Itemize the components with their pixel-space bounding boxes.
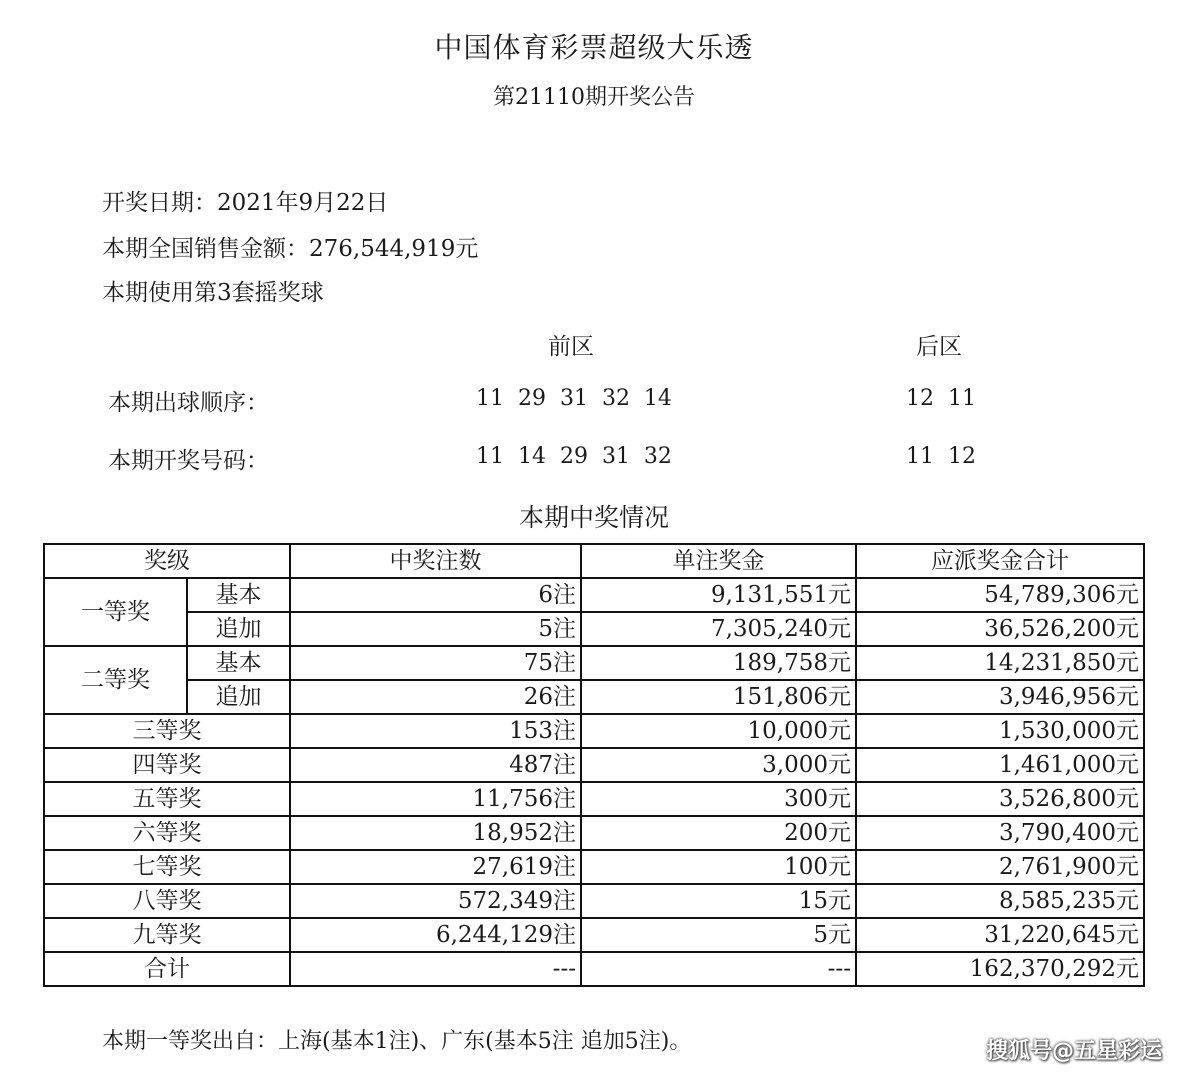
total-cell: 3,526,800元 bbox=[856, 782, 1144, 816]
total-cell: 1,461,000元 bbox=[856, 748, 1144, 782]
table-row bbox=[44, 680, 1144, 714]
type-cell: 基本 bbox=[187, 646, 290, 680]
table-row bbox=[44, 748, 1144, 782]
table-row bbox=[44, 850, 1144, 884]
level-cell: 九等奖 bbox=[44, 918, 290, 952]
sales-amount: 本期全国销售金额：276,544,919元 bbox=[102, 236, 479, 262]
draw-date: 开奖日期：2021年9月22日 bbox=[102, 190, 389, 216]
level-cell: 四等奖 bbox=[44, 748, 290, 782]
table-row bbox=[44, 782, 1144, 816]
ball-set: 本期使用第3套摇奖球 bbox=[102, 280, 324, 306]
back-zone-label: 后区 bbox=[916, 334, 962, 360]
count-cell: 18,952注 bbox=[290, 816, 581, 850]
total-cell: 31,220,645元 bbox=[856, 918, 1144, 952]
count-cell: 75注 bbox=[290, 646, 581, 680]
header-count: 中奖注数 bbox=[290, 544, 581, 578]
winning-numbers-label: 本期开奖号码： bbox=[108, 448, 269, 474]
table-header-row bbox=[44, 544, 1144, 578]
level-cell: 二等奖 bbox=[44, 646, 187, 714]
level-cell: 七等奖 bbox=[44, 850, 290, 884]
total-cell: 2,761,900元 bbox=[856, 850, 1144, 884]
count-cell: 6,244,129注 bbox=[290, 918, 581, 952]
draw-order-front: 11 29 31 32 14 bbox=[476, 386, 672, 411]
header-prize: 单注奖金 bbox=[581, 544, 856, 578]
count-cell: 572,349注 bbox=[290, 884, 581, 918]
total-cell: 1,530,000元 bbox=[856, 714, 1144, 748]
count-cell: 26注 bbox=[290, 680, 581, 714]
header-level: 奖级 bbox=[44, 544, 290, 578]
table-row bbox=[44, 884, 1144, 918]
draw-order-back: 12 11 bbox=[906, 386, 976, 411]
prize-cell: --- bbox=[581, 952, 856, 986]
watermark: 搜狐号@五星彩运 bbox=[985, 1039, 1162, 1064]
table-total-row bbox=[44, 952, 1144, 986]
total-cell: 8,585,235元 bbox=[856, 884, 1144, 918]
level-cell: 合计 bbox=[44, 952, 290, 986]
page-title: 中国体育彩票超级大乐透 bbox=[434, 31, 754, 64]
prize-cell: 15元 bbox=[581, 884, 856, 918]
front-zone-label: 前区 bbox=[548, 334, 594, 360]
draw-order-label: 本期出球顺序： bbox=[108, 390, 269, 416]
table-row bbox=[44, 646, 1144, 680]
page-subtitle: 第21110期开奖公告 bbox=[493, 85, 695, 110]
winning-numbers-front: 11 14 29 31 32 bbox=[476, 444, 672, 469]
total-cell: 36,526,200元 bbox=[856, 612, 1144, 646]
prize-cell: 5元 bbox=[581, 918, 856, 952]
total-cell: 54,789,306元 bbox=[856, 578, 1144, 612]
level-cell: 五等奖 bbox=[44, 782, 290, 816]
table-row bbox=[44, 918, 1144, 952]
prize-cell: 151,806元 bbox=[581, 680, 856, 714]
table-row bbox=[44, 578, 1144, 612]
type-cell: 基本 bbox=[187, 578, 290, 612]
count-cell: 487注 bbox=[290, 748, 581, 782]
type-cell: 追加 bbox=[187, 612, 290, 646]
count-cell: 5注 bbox=[290, 612, 581, 646]
winning-numbers-back: 11 12 bbox=[906, 444, 976, 469]
count-cell: --- bbox=[290, 952, 581, 986]
level-cell: 八等奖 bbox=[44, 884, 290, 918]
level-cell: 六等奖 bbox=[44, 816, 290, 850]
count-cell: 11,756注 bbox=[290, 782, 581, 816]
prize-cell: 200元 bbox=[581, 816, 856, 850]
total-cell: 3,790,400元 bbox=[856, 816, 1144, 850]
table-row bbox=[44, 612, 1144, 646]
count-cell: 27,619注 bbox=[290, 850, 581, 884]
total-cell: 14,231,850元 bbox=[856, 646, 1144, 680]
level-cell: 三等奖 bbox=[44, 714, 290, 748]
prize-cell: 189,758元 bbox=[581, 646, 856, 680]
prize-section-title: 本期中奖情况 bbox=[518, 503, 669, 532]
table-row bbox=[44, 714, 1144, 748]
header-total: 应派奖金合计 bbox=[856, 544, 1144, 578]
first-prize-origin-note: 本期一等奖出自：上海(基本1注)、广东(基本5注 追加5注)。 bbox=[102, 1029, 692, 1054]
total-cell: 3,946,956元 bbox=[856, 680, 1144, 714]
prize-cell: 100元 bbox=[581, 850, 856, 884]
prize-cell: 10,000元 bbox=[581, 714, 856, 748]
count-cell: 153注 bbox=[290, 714, 581, 748]
prize-table bbox=[43, 543, 1145, 987]
count-cell: 6注 bbox=[290, 578, 581, 612]
table-row bbox=[44, 816, 1144, 850]
prize-cell: 3,000元 bbox=[581, 748, 856, 782]
prize-cell: 9,131,551元 bbox=[581, 578, 856, 612]
prize-cell: 7,305,240元 bbox=[581, 612, 856, 646]
prize-cell: 300元 bbox=[581, 782, 856, 816]
level-cell: 一等奖 bbox=[44, 578, 187, 646]
type-cell: 追加 bbox=[187, 680, 290, 714]
total-cell: 162,370,292元 bbox=[856, 952, 1144, 986]
